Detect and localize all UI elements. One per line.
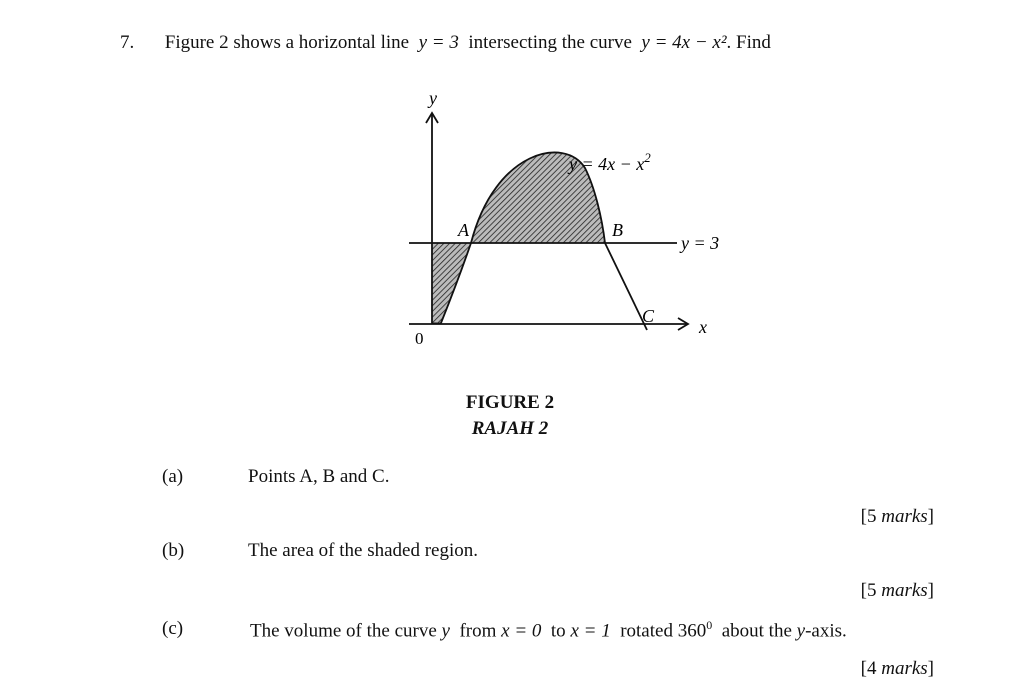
part-c-label: (c) [162, 618, 184, 639]
line-label: y = 3 [681, 233, 720, 253]
part-a-marks: [5 marks] [860, 506, 934, 527]
part-c-marks: [4 marks] [860, 658, 934, 679]
curve-label: $y = 4x - x^2$ [569, 150, 651, 174]
part-a-label: (a) [162, 466, 184, 487]
point-a-label: A [458, 220, 469, 240]
part-c-text: The volume of the curve y from x = 0 to x = 1 rotated $360^0$ about the y-axis. [250, 618, 847, 642]
curve-equation: y = 4x − x² [641, 32, 727, 53]
origin-label: 0 [415, 329, 424, 348]
part-a-text: Points A, B and C. [248, 466, 390, 487]
shaded-region-left [432, 243, 471, 323]
question-text-start: Figure 2 shows a horizontal line [164, 32, 410, 53]
figure-caption: FIGURE 2 [465, 392, 555, 413]
figure-caption-alt: RAJAH 2 [471, 418, 549, 439]
question-stem [120, 32, 771, 54]
line-equation: y = 3 [418, 32, 459, 53]
question-text-end: . Find [726, 32, 771, 53]
part-b-label: (b) [162, 540, 185, 561]
part-b-marks: [5 marks] [860, 580, 934, 601]
part-b-text: The area of the shaded region. [248, 540, 479, 561]
x-axis-label: x [699, 317, 707, 337]
figure-2-graph [395, 88, 740, 350]
point-b-label: B [612, 220, 623, 240]
point-c-label: C [642, 306, 655, 326]
question-text-mid: intersecting the curve [468, 32, 632, 53]
question-number: 7. [120, 32, 135, 53]
y-axis-label: y [429, 88, 437, 108]
